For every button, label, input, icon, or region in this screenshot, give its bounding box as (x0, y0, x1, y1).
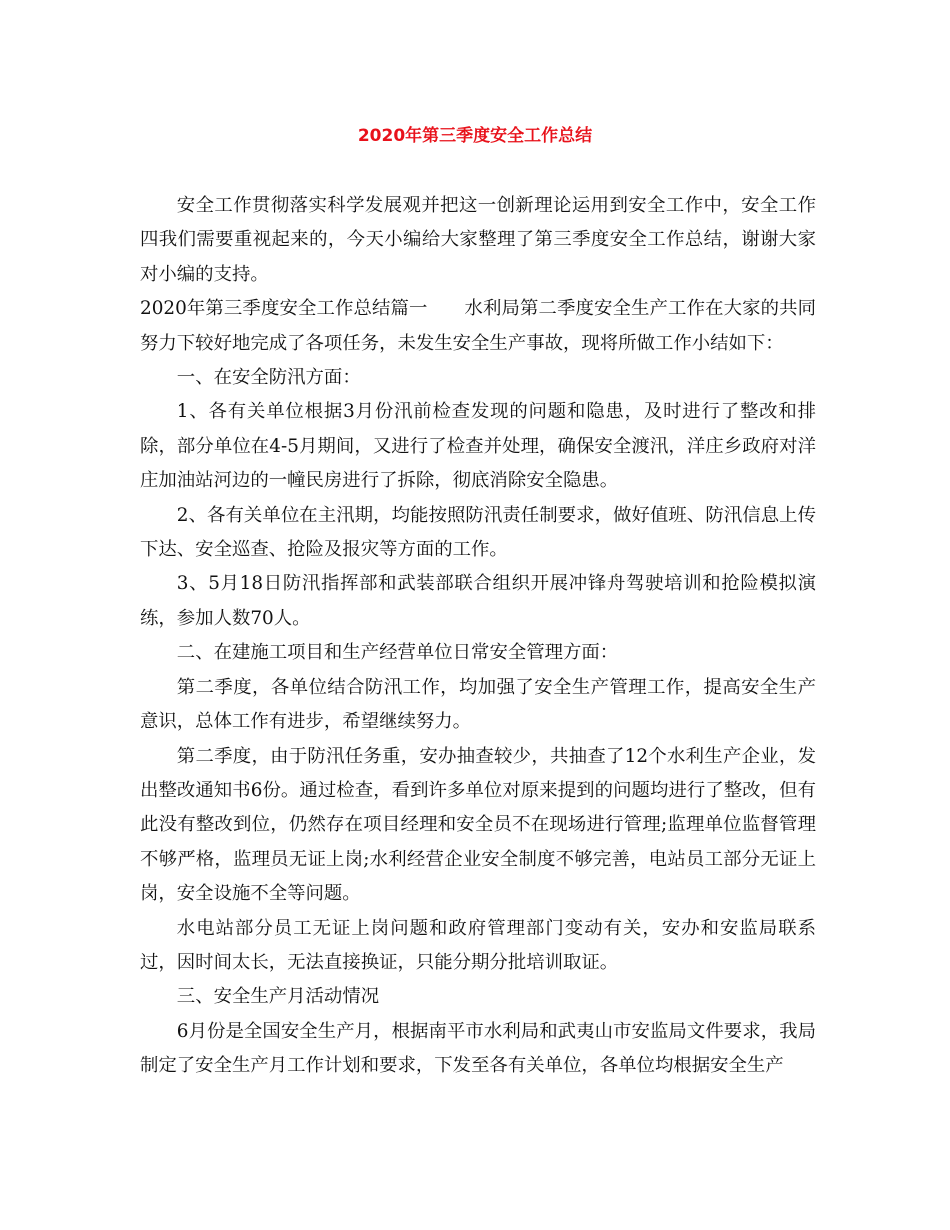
paragraph-section-heading: 2020年第三季度安全工作总结篇一 水利局第二季度安全生产工作在大家的共同努力下较好地完成了各项任务，未发生安全生产事故，现将所做工作小结如下： (140, 298, 816, 354)
paragraph-hydropower: 水电站部分员工无证上岗问题和政府管理部门变动有关，安办和安监局联系过，因时间太长，无法直接换证，只能分期分批培训取证。 (140, 917, 816, 973)
paragraph-construction-1: 第二季度，各单位结合防汛工作，均加强了安全生产管理工作，提高安全生产意识，总体工作有进步，希望继续努力。 (140, 676, 816, 733)
paragraph-flood-item-3: 3、5月18日防汛指挥部和武装部联合组织开展冲锋舟驾驶培训和抢险模拟演练，参加人数70人。 (140, 573, 816, 629)
paragraph-safety-month-heading: 三、安全生产月活动情况 (176, 986, 380, 1008)
document-title: 2020年第三季度安全工作总结 (357, 126, 593, 146)
paragraph-flood-heading: 一、在安全防汛方面： (176, 367, 361, 389)
document-body (140, 189, 816, 1084)
paragraph-construction-heading: 二、在建施工项目和生产经营单位日常安全管理方面： (176, 642, 619, 664)
paragraph-construction-2: 第二季度，由于防汛任务重，安办抽查较少，共抽查了12个水利生产企业，发出整改通知书6份。通过检查，看到许多单位对原来提到的问题均进行了整改，但有此没有整改到位，仍然存在项目经理和安全员不在现场进行管理;监理单位监督管理不够严格，监理员无证上岗;水利经营企业安全制度不够完善，电站员工部分无证上岗，安全设施不全等问题。 (140, 745, 816, 905)
paragraph-safety-month: 6月份是全国安全生产月，根据南平市水利局和武夷山市安监局文件要求，我局制定了安全生产月工作计划和要求，下发至各有关单位，各单位均根据安全生产 (140, 1020, 816, 1077)
paragraph-flood-item-1: 1、各有关单位根据3月份汛前检查发现的问题和隐患，及时进行了整改和排除，部分单位在4-5月期间，又进行了检查并处理，确保安全渡汛，洋庄乡政府对洋庄加油站河边的一幢民房进行了拆除，彻底消除安全隐患。 (140, 401, 816, 492)
paragraph-intro: 安全工作贯彻落实科学发展观并把这一创新理论运用到安全工作中，安全工作四我们需要重视起来的，今天小编给大家整理了第三季度安全工作总结，谢谢大家对小编的支持。 (140, 195, 816, 285)
paragraph-flood-item-2: 2、各有关单位在主汛期，均能按照防汛责任制要求，做好值班、防汛信息上传下达、安全巡查、抢险及报灾等方面的工作。 (140, 504, 816, 561)
